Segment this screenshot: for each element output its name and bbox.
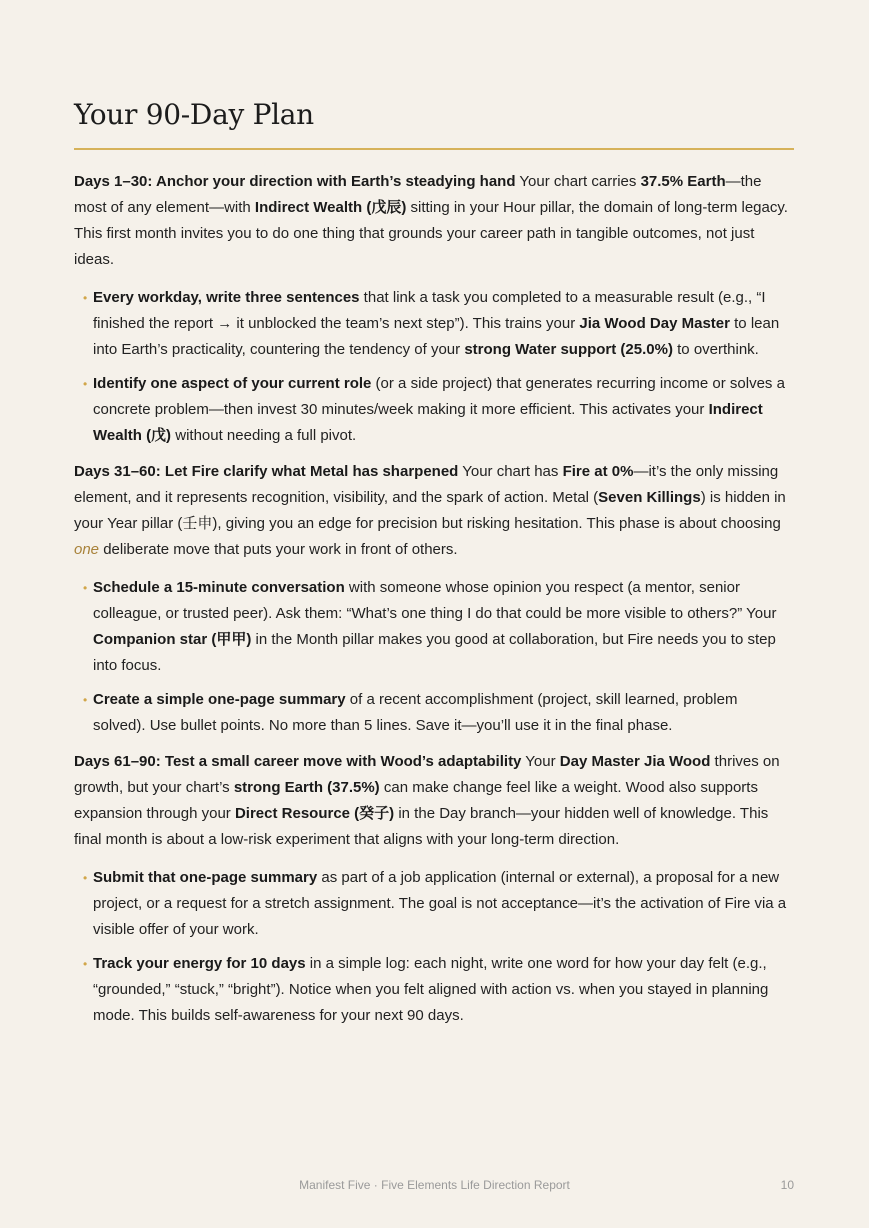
text-run: to lean into Earth’s practicality, countering the tendency of your [93,315,780,358]
text-run: in the Day branch—your hidden well of knowledge. This final month is about a low-risk experiment that aligns with your long-term direction. [74,805,769,848]
text-run-bold: Indirect Wealth (戊辰) [254,199,407,216]
list-item [93,575,794,679]
phase-3-actions [74,865,794,1029]
list-item [93,371,794,449]
text-run: that link a task you completed to a measurable result (e.g., “I finished the report → it unblocked the team’s next step”). This trains your [93,289,766,332]
phase-1-actions [74,285,794,449]
page-title: Your 90-Day Plan [74,98,314,131]
text-run: thrives on growth, but your chart’s [74,753,780,796]
phase-1-heading: Days 1–30: Anchor your direction with Earth’s steadying hand [74,173,516,190]
text-run-bold: Track your energy for 10 days [93,955,306,972]
text-run: (or a side project) that generates recurring income or solves a concrete problem—then invest 30 minutes/week making it more efficient. This activates your [93,375,785,418]
list-item [93,285,794,363]
text-run: can make change feel like a weight. Wood also supports expansion through your [74,779,758,822]
text-run: Your chart carries [515,173,641,190]
text-run: sitting in your Hour pillar, the domain of long-term legacy. This first month invites you to do one thing that grounds your career path in tangible outcomes, not just ideas. [74,199,788,268]
text-run: in the Month pillar makes you good at collaboration, but Fire needs you to step into focus. [93,631,776,674]
plan-content [74,169,794,1039]
text-run-bold: Schedule a 15-minute conversation [93,579,345,596]
text-run: to overthink. [672,341,759,358]
page-number: 10 [780,1178,794,1192]
text-run-bold: Seven Killings [598,489,701,506]
phase-2-actions [74,575,794,739]
phase-3-heading: Days 61–90: Test a small career move with Wood’s adaptability [74,753,522,770]
text-run-bold: Day Master Jia Wood [559,753,711,770]
text-run: Your chart has [458,463,563,480]
text-run: with someone whose opinion you respect (a mentor, senior colleague, or trusted peer). Ask them: “What’s one thing I do that could be more visible to others?” Your [93,579,777,622]
page-footer: Manifest Five · Five Elements Life Direction Report [299,1178,570,1192]
text-run: without needing a full pivot. [171,427,357,444]
list-item [93,687,794,739]
text-run-bold: Indirect Wealth (戊) [93,401,763,444]
text-run-bold: Create a simple one-page summary [93,691,346,708]
text-run: as part of a job application (internal or external), a proposal for a new project, or a request for a stretch assignment. The goal is not acceptance—it’s the activation of Fire via a visible offer of your work. [93,869,787,938]
text-run-bold: Companion star (甲甲) [93,631,252,648]
text-run-bold: Submit that one-page summary [93,869,318,886]
phase-2-heading: Days 31–60: Let Fire clarify what Metal has sharpened [74,463,459,480]
list-item [93,951,794,1029]
text-run-bold: Fire at 0% [562,463,634,480]
text-run: deliberate move that puts your work in front of others. [99,541,458,558]
text-run: —the most of any element—with [74,173,762,216]
text-run: of a recent accomplishment (project, skill learned, problem solved). Use bullet points. No more than 5 lines. Save it—you’ll use it in the final phase. [93,691,738,734]
text-run: ) is hidden in your Year pillar (壬申), giving you an edge for precision but risking hesitation. This phase is about choosing [74,489,786,532]
text-run-bold: Direct Resource (癸子) [234,805,395,822]
phase-3-paragraph [74,749,794,853]
text-run-bold: Identify one aspect of your current role [93,375,372,392]
list-item [93,865,794,943]
phase-2-paragraph [74,459,794,563]
text-run-bold: 37.5% Earth [640,173,726,190]
text-run-bold: Jia Wood Day Master [579,315,730,332]
text-run: —it’s the only missing element, and it represents recognition, visibility, and the spark of action. Metal ( [74,463,779,506]
text-run-bold: strong Earth (37.5%) [233,779,380,796]
text-run-bold: strong Water support (25.0%) [464,341,673,358]
text-run-bold: Every workday, write three sentences [93,289,360,306]
phase-1-paragraph [74,169,794,273]
text-run: Your [521,753,560,770]
text-run: in a simple log: each night, write one word for how your day felt (e.g., “grounded,” “stuck,” “bright”). Notice when you felt aligned with action vs. when you stayed in planning mode. This builds self-awareness for your next 90 days. [93,955,769,1024]
title-divider [74,148,794,150]
emphasis-text: one [74,541,100,558]
